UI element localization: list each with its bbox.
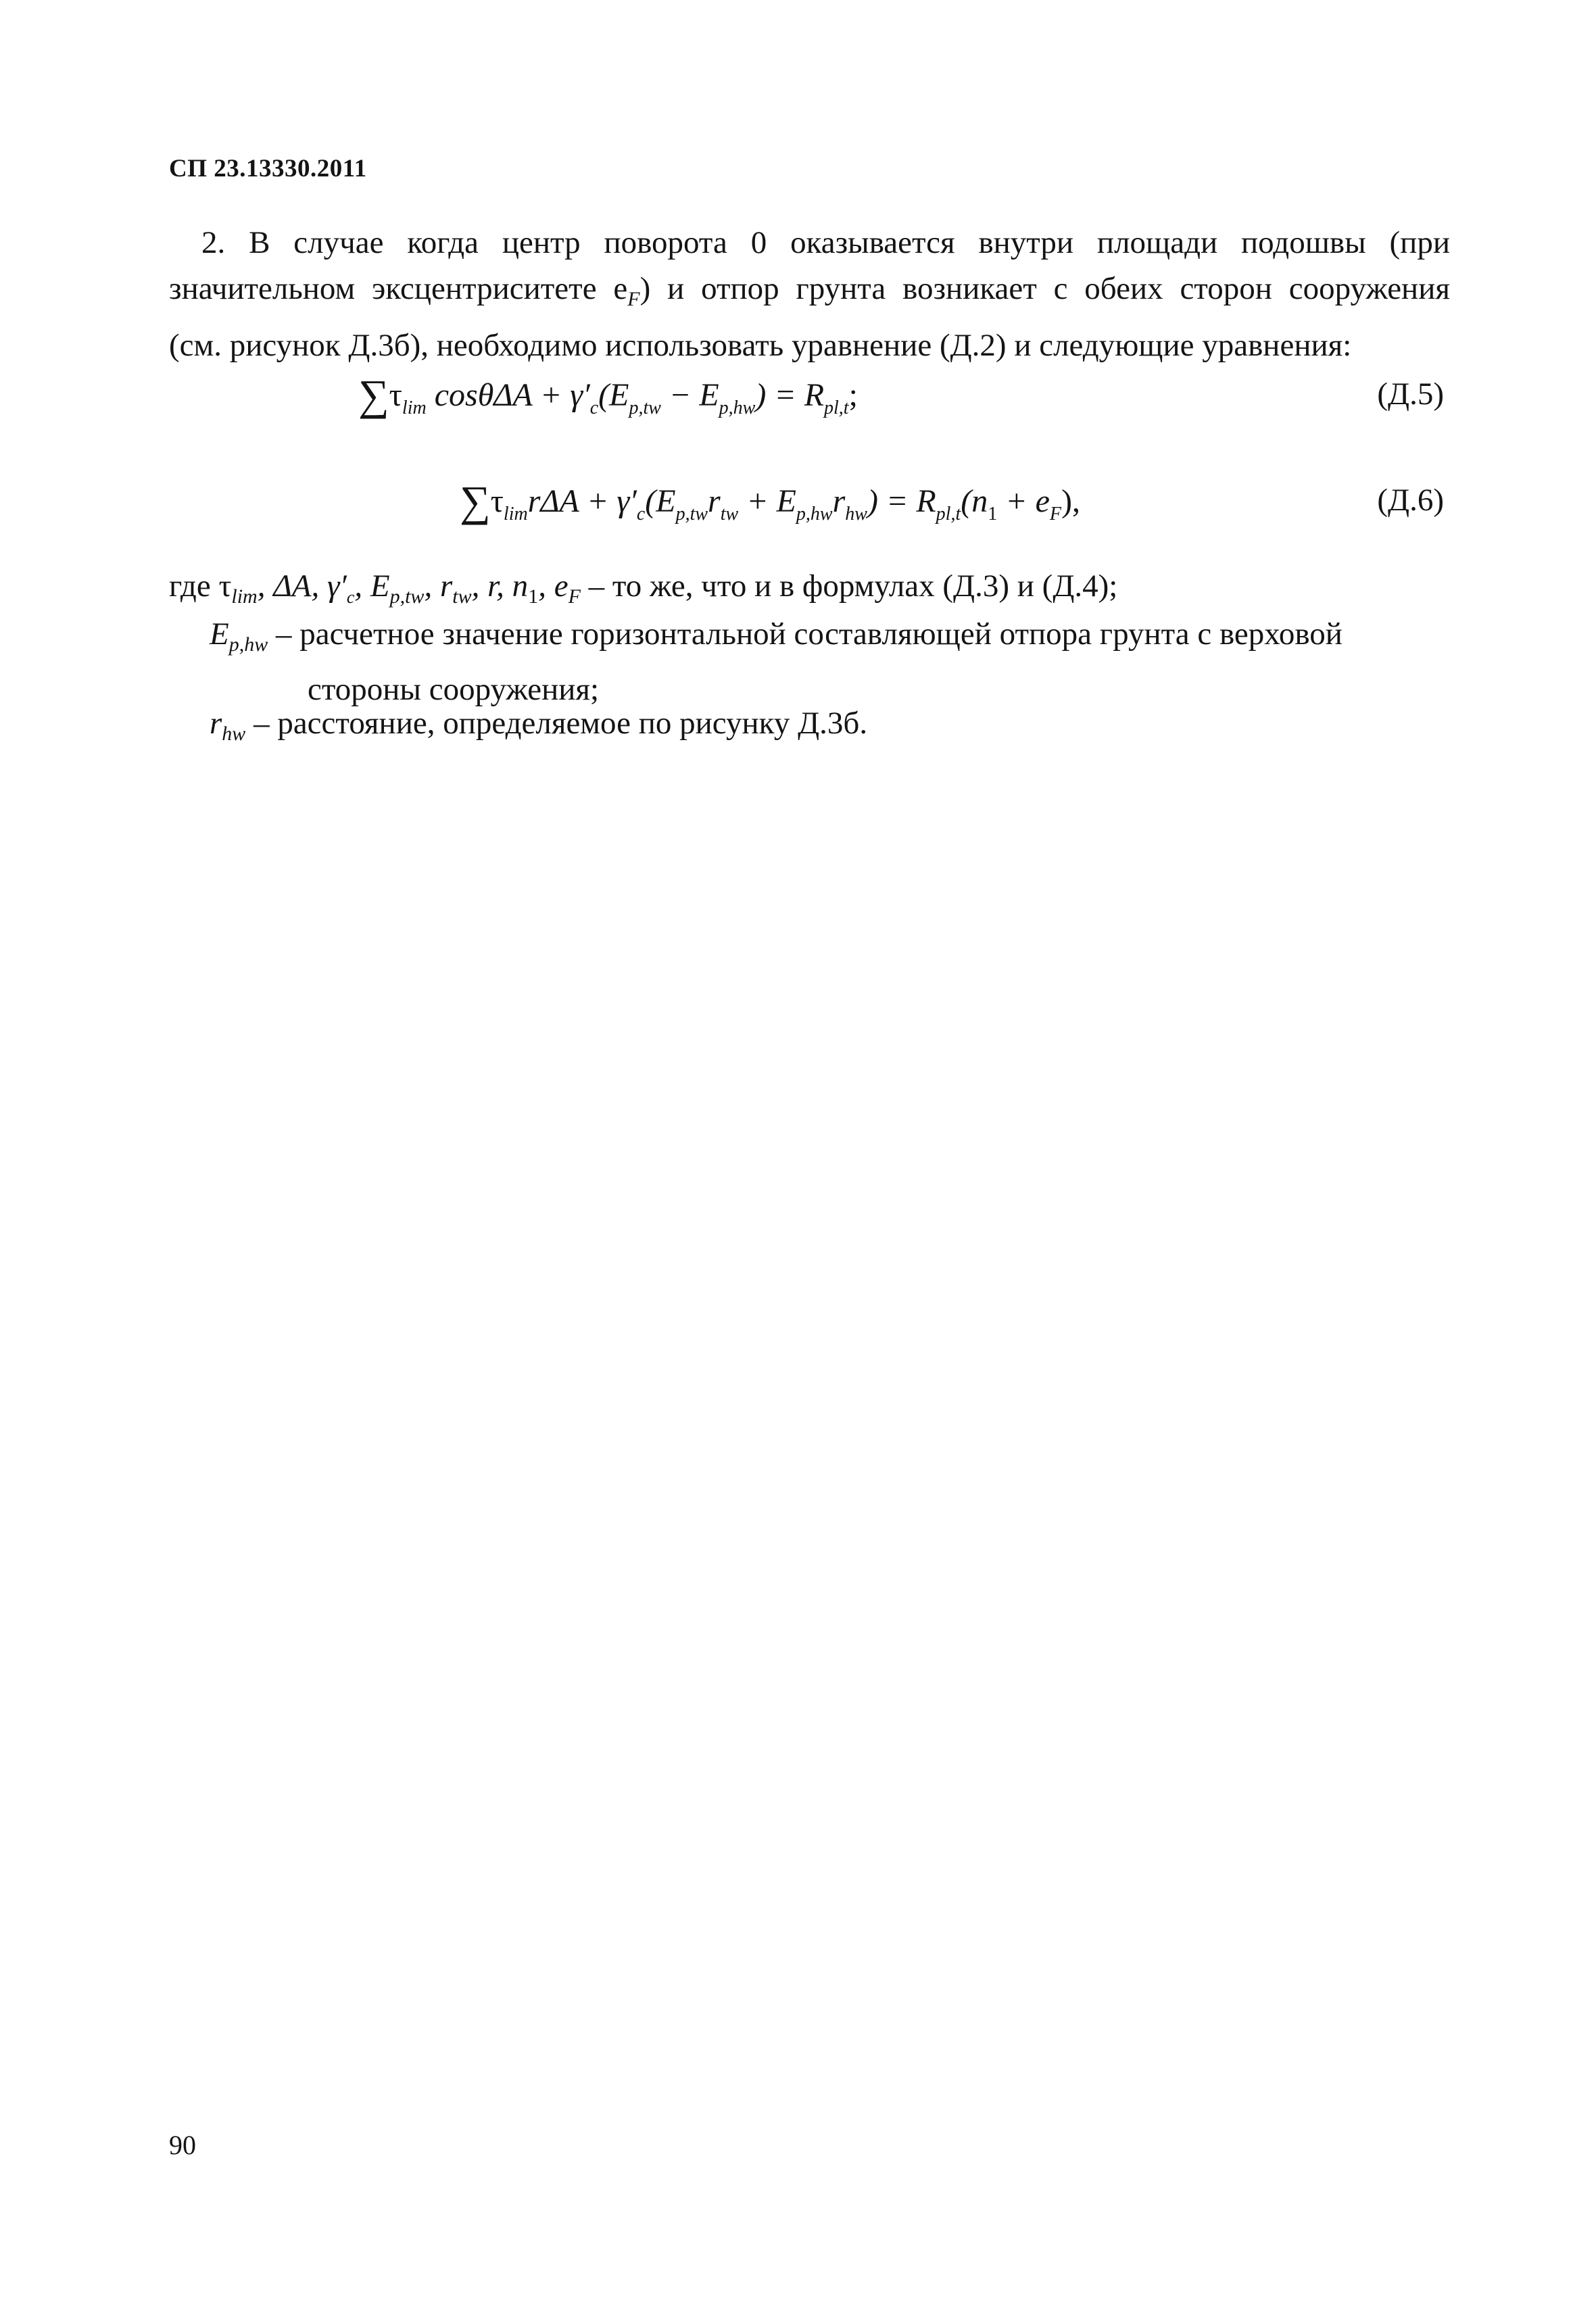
formula-text: (E — [645, 483, 676, 519]
definition-ep-hw — [210, 612, 1447, 712]
formula-text: − E — [660, 377, 719, 413]
definition-text: – расстояние, определяемое по рисунку Д.3б. — [245, 706, 868, 741]
where-text: , e — [538, 568, 569, 604]
formula-subscript: p,hw — [719, 397, 756, 418]
formula-text: r — [832, 483, 846, 519]
definition-subscript: hw — [222, 723, 246, 745]
paragraph-line-2-end: ) и отпор грунта возникает с обеих сторон сооружения — [639, 271, 1450, 306]
paragraph-line-2-start: значительном эксцентриситете e — [169, 271, 628, 306]
formula-subscript: p,hw — [796, 504, 833, 525]
definition-symbol: r — [210, 706, 222, 741]
formula-text: + e — [997, 483, 1050, 519]
where-explanation — [169, 568, 1117, 608]
paragraph-line-1: 2. В случае когда центр поворота 0 оказывается внутри площади подошвы (при — [201, 225, 1450, 260]
where-text: – то же, что и в формулах (Д.3) и (Д.4); — [580, 568, 1118, 604]
formula-subscript: pl,t — [824, 397, 849, 418]
formula-subscript: F — [1049, 504, 1062, 525]
paragraph-line-3: (см. рисунок Д.3б), необходимо использовать уравнение (Д.2) и следующие уравнения: — [169, 328, 1352, 363]
where-subscript: F — [568, 585, 581, 608]
formula-subscript: lim — [503, 504, 528, 525]
formula-subscript: c — [589, 397, 599, 418]
body-paragraph — [169, 220, 1450, 368]
formula-subscript: 1 — [988, 504, 998, 525]
where-subscript: lim — [231, 585, 258, 608]
tau-symbol: τ — [490, 483, 504, 519]
formula-subscript: hw — [845, 504, 867, 525]
formula-text: r — [708, 483, 721, 519]
equation-number-d6: (Д.6) — [1377, 483, 1444, 518]
where-text: где τ — [169, 568, 232, 604]
where-subscript: 1 — [528, 585, 539, 608]
paragraph-line-2 — [169, 266, 1450, 322]
where-text: , E — [354, 568, 390, 604]
formula-subscript: p,tw — [629, 397, 661, 418]
where-subscript: p,tw — [389, 585, 425, 608]
formula-text: ) = R — [867, 483, 936, 519]
formula-text: (E — [598, 377, 629, 413]
formula-subscript: tw — [720, 504, 739, 525]
definition-r-hw — [210, 701, 867, 756]
formula-text: ; — [848, 377, 858, 413]
definition-subscript: p,hw — [228, 633, 268, 656]
formula-subscript: c — [636, 504, 646, 525]
equation-number-d5: (Д.5) — [1377, 376, 1444, 412]
where-text: , r, n — [471, 568, 529, 604]
where-text: , r — [424, 568, 453, 604]
document-code-header: СП 23.13330.2011 — [169, 155, 367, 182]
formula-text: ), — [1061, 483, 1081, 519]
sum-symbol: ∑ — [358, 371, 389, 419]
formula-text: + E — [738, 483, 796, 519]
where-text: , ΔA, γ′ — [257, 568, 347, 604]
eccentricity-subscript: F — [627, 288, 640, 310]
definition-symbol: E — [210, 616, 229, 652]
formula-d6 — [460, 477, 1080, 527]
sum-symbol: ∑ — [460, 477, 491, 525]
definition-text: – расчетное значение горизонтальной составляющей отпора грунта с верховой — [268, 616, 1343, 652]
formula-text: (n — [961, 483, 988, 519]
formula-subscript: pl,t — [936, 504, 961, 525]
formula-subscript: lim — [402, 397, 427, 418]
formula-d5 — [358, 370, 858, 420]
page-number: 90 — [169, 2130, 196, 2160]
formula-subscript: p,tw — [675, 504, 708, 525]
definition-continuation: стороны сооружения; — [308, 672, 600, 707]
formula-text: rΔA + γ′ — [527, 483, 637, 519]
where-subscript: tw — [452, 585, 472, 608]
where-subscript: c — [346, 587, 355, 607]
formula-text: ) = R — [755, 377, 825, 413]
tau-symbol: τ — [389, 377, 402, 413]
formula-text: cosθΔA + γ′ — [426, 377, 590, 413]
